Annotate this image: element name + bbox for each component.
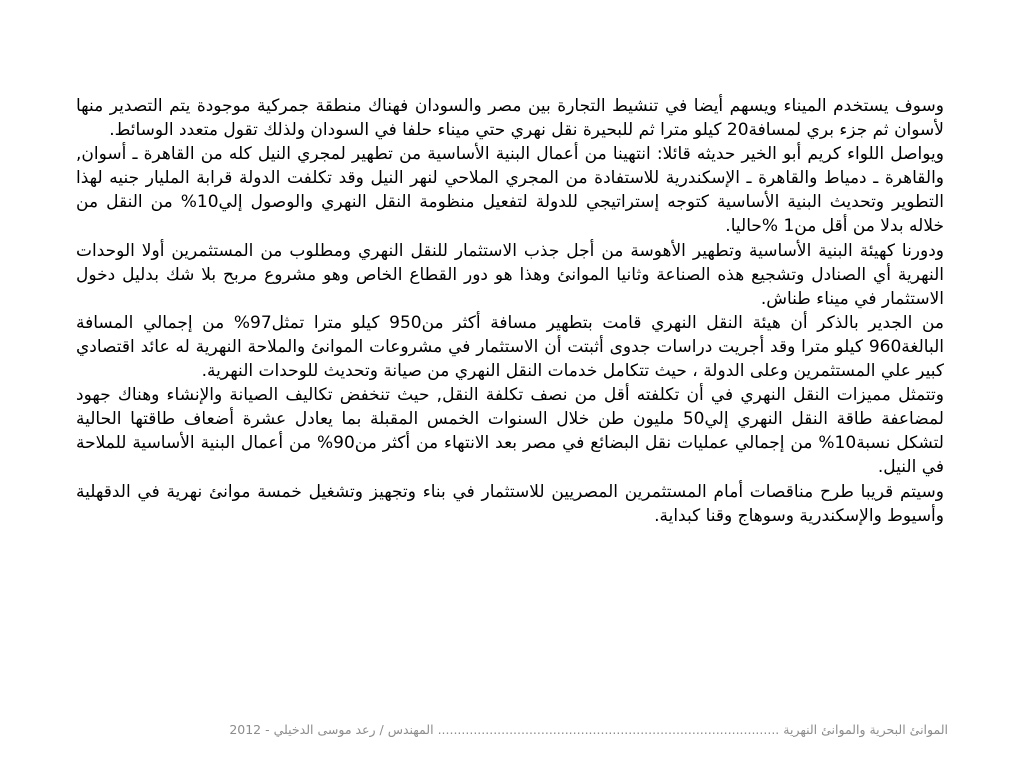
paragraph-4: من الجدير بالذكر أن هيئة النقل النهري قامت بتطهير مسافة أكثر من950 كيلو مترا تمثل97% من إجمالي المسافة البالغة960 كيلو مترا وقد أجريت دراسات جدوى أثبتت أن الاستثمار في مشروعات الموانئ والملاحة النهرية له عائد اقتصادي كبير علي المستثمرين وعلى الدولة ، حيث تتكامل خدمات النقل النهري من صيانة وتحديث للوحدات النهرية. xyxy=(76,312,944,382)
footer-dots: ...................................................................................... xyxy=(437,722,780,737)
paragraph-5: وتتمثل مميزات النقل النهري في أن تكلفته أقل من نصف تكلفة النقل, حيث تنخفض تكاليف الصيانة والإنشاء وهناك جهود لمضاعفة طاقة النقل النهري إلي50 مليون طن خلال السنوات الخمس المقبلة بما يعادل عشرة أضعاف طاقتها الحالية لتشكل نسبة10% من إجمالي عمليات نقل البضائع في مصر بعد الانتهاء من أكثر من90% من أعمال البنية الأساسية للملاحة في النيل. xyxy=(76,385,944,478)
footer-author: المهندس / رعد موسى الدخيلي - 2012 xyxy=(229,722,434,737)
footer-title: الموانئ البحرية والموانئ النهرية xyxy=(783,722,948,737)
page-footer xyxy=(128,722,948,737)
paragraph-2: ويواصل اللواء كريم أبو الخير حديثه قائلا: انتهينا من أعمال البنية الأساسية من تطهير لمجري النيل كله من القاهرة ـ أسوان, والقاهرة ـ دمياط والقاهرة ـ الإسكندرية للاستفادة من المجري الملاحي لنهر النيل وقد تكلفت الدولة قرابة المليار جنيه لهذا التطوير وتحديث البنية الأساسية كتوجه إستراتيجي للدولة لتفعيل منظومة النقل النهري والوصول إلي10% من النقل من خلاله بدلا من أقل من1 %حاليا. xyxy=(76,144,944,237)
article-body xyxy=(76,94,944,528)
paragraph-6: وسيتم قريبا طرح مناقصات أمام المستثمرين المصريين للاستثمار في بناء وتجهيز وتشغيل خمسة موانئ نهرية في الدقهلية وأسيوط والإسكندرية وسوهاج وقنا كبداية. xyxy=(76,481,944,526)
paragraph-3: ودورنا كهيئة البنية الأساسية وتطهير الأهوسة من أجل جذب الاستثمار للنقل النهري ومطلوب من المستثمرين أولا الوحدات النهرية أي الصنادل وتشجيع هذه الصناعة وثانيا الموانئ وهذا هو دور القطاع الخاص وهو مشروع مربح بلا شك بدليل دخول الاستثمار في ميناء طناش. xyxy=(76,240,944,309)
paragraph-1: وسوف يستخدم الميناء ويسهم أيضا في تنشيط التجارة بين مصر والسودان فهناك منطقة جمركية موجودة يتم التصدير منها لأسوان ثم جزء بري لمسافة20 كيلو مترا ثم للبحيرة نقل نهري حتي ميناء حلفا في السودان ولذلك تقول متعدد الوسائط. xyxy=(76,96,944,141)
